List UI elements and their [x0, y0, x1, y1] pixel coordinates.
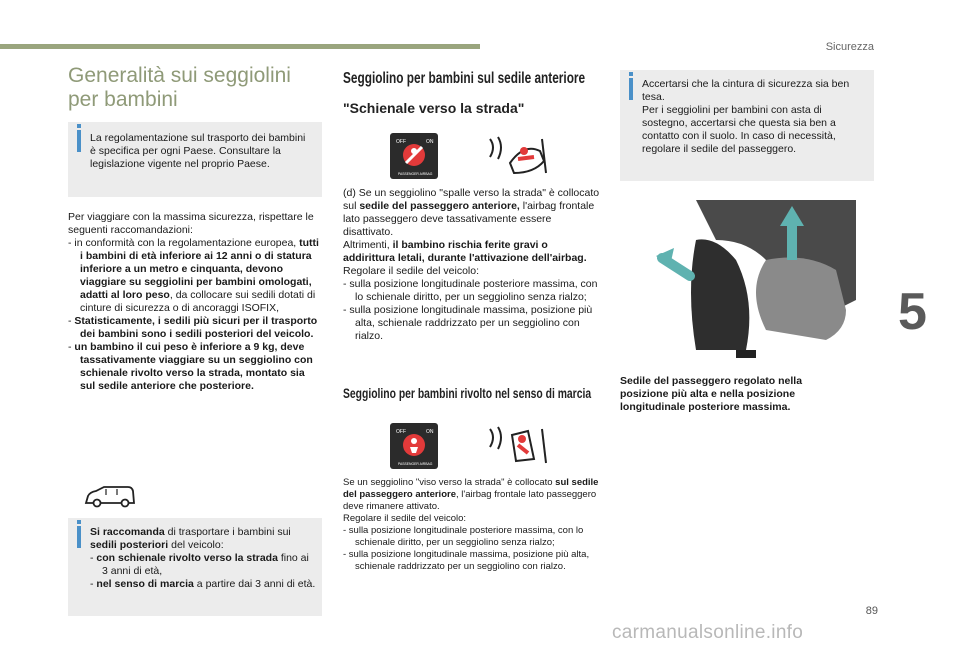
adjust-item-2: - sulla posizione longitudinale massima, posizione più alta, schienale raddrizzato per un seggiolino con rialzo.: [343, 304, 593, 342]
page-number: 89: [865, 605, 878, 617]
info-box-belt: [620, 70, 874, 181]
seat-caption: Sedile del passeggero regolato nella posizione più alta e nella posizione longitudinale posteriore massima.: [620, 375, 803, 413]
header-rule: [0, 44, 480, 49]
section-heading-forward: Seggiolino per bambini rivolto nel senso di marcia: [343, 385, 592, 401]
paragraph-forward: Se un seggiolino "viso verso la strada" è collocato sul sedile del passeggero anteriore, l'airbag frontale lato passeggero deve rimanere attivato.: [343, 477, 599, 512]
bullet-2: - Statisticamente, i sedili più sicuri per il trasporto dei bambini sono i sedili posteriori del veicolo.: [68, 315, 318, 340]
passenger-seat-illustration: [656, 200, 856, 358]
info-icon-bar: [77, 130, 81, 152]
svg-text:PASSENGER AIRBAG: PASSENGER AIRBAG: [398, 172, 433, 176]
intro-text: Per viaggiare con la massima sicurezza, rispettare le seguenti raccomandazioni:: [68, 211, 314, 236]
section-heading: Seggiolino per bambini sul sedile anteriore: [343, 70, 586, 87]
adjust-forward-item-2: - sulla posizione longitudinale massima, posizione più alta, schienale raddrizzato per un seggiolino con rialzo.: [343, 549, 590, 572]
paragraph-risk: Altrimenti, il bambino rischia ferite gravi o addirittura letali, durante l'attivazione dell'airbag.: [343, 239, 587, 264]
forward-facing-text: [343, 477, 601, 573]
info-box-rear-seats: [68, 518, 322, 616]
svg-text:OFF: OFF: [396, 429, 406, 435]
svg-text:ON: ON: [426, 139, 434, 145]
rear-facing-text: [343, 187, 601, 343]
info-text: [642, 78, 868, 156]
info-icon: [77, 520, 81, 524]
info-item-2: - nel senso di marcia a partire dai 3 anni di età.: [90, 578, 316, 590]
bullet-3: - un bambino il cui peso è inferiore a 9 kg, deve tassativamente viaggiare su un seggiolino con schienale rivolto verso la strada, montato sia sul sedile anteriore che posteriore.: [68, 341, 313, 392]
adjust-forward-item-1: - sulla posizione longitudinale posteriore massima, con lo schienale diritto, per un seggiolino senza rialzo;: [343, 525, 584, 548]
rear-facing-child-seat-icon: [484, 133, 554, 179]
watermark: carmanualsonline.info: [612, 622, 804, 643]
recommendations: [68, 211, 322, 393]
info-support-leg: Per i seggiolini per bambini con asta di sostegno, accertarsi che questa sia ben a contatto con il suolo. In caso di necessità, regolare il sedile del passeggero.: [642, 104, 836, 155]
airbag-on-label-icon: [390, 423, 438, 469]
forward-facing-child-seat-icon: [484, 423, 554, 469]
section-title: Sicurezza: [825, 41, 874, 53]
info-intro: Si raccomanda di trasportare i bambini sui sedili posteriori del veicolo:: [90, 526, 291, 551]
subheading-rear-facing: "Schienale verso la strada": [343, 100, 525, 116]
info-icon: [77, 124, 81, 128]
adjust-item-1: - sulla posizione longitudinale posteriore massima, con lo schienale diritto, per un seggiolino senza rialzo;: [343, 278, 598, 303]
paragraph-warning: (d) Se un seggiolino "spalle verso la strada" è collocato sul sedile del passeggero anteriore, l'airbag frontale lato passeggero deve tassativamente essere disattivato.: [343, 187, 600, 238]
chapter-number: 5: [898, 283, 927, 341]
info-icon-bar: [629, 78, 633, 100]
paragraph-adjust-forward: Regolare il sedile del veicolo:: [343, 513, 467, 524]
info-belt: Accertarsi che la cintura di sicurezza sia ben tesa.: [642, 78, 850, 103]
info-item-1: - con schienale rivolto verso la strada fino ai 3 anni di età,: [90, 552, 309, 577]
svg-text:OFF: OFF: [396, 139, 406, 145]
info-icon-bar: [77, 526, 81, 548]
svg-text:ON: ON: [426, 429, 434, 435]
info-box-regulation: [68, 122, 322, 197]
info-icon: [629, 72, 633, 76]
paragraph-adjust: Regolare il sedile del veicolo:: [343, 265, 479, 277]
airbag-off-label-icon: [390, 133, 438, 179]
info-text: [90, 526, 316, 591]
page-title: Generalità sui seggiolini per bambini: [68, 64, 291, 111]
svg-text:PASSENGER AIRBAG: PASSENGER AIRBAG: [398, 462, 433, 466]
car-icon: [84, 485, 136, 509]
info-text: La regolamentazione sul trasporto dei bambini è specifica per ogni Paese. Consultare la legislazione vigente nel proprio Paese.: [90, 132, 306, 170]
bullet-1: - in conformità con la regolamentazione europea, tutti i bambini di età inferiore ai 12 anni o di statura inferiore a un metro e cinquanta, devono viaggiare su seggiolini per bambini omologati, adatti al loro peso, da collocare sui sedili dotati di cinture di sicurezza o di ancoraggi ISOFIX,: [68, 237, 319, 314]
